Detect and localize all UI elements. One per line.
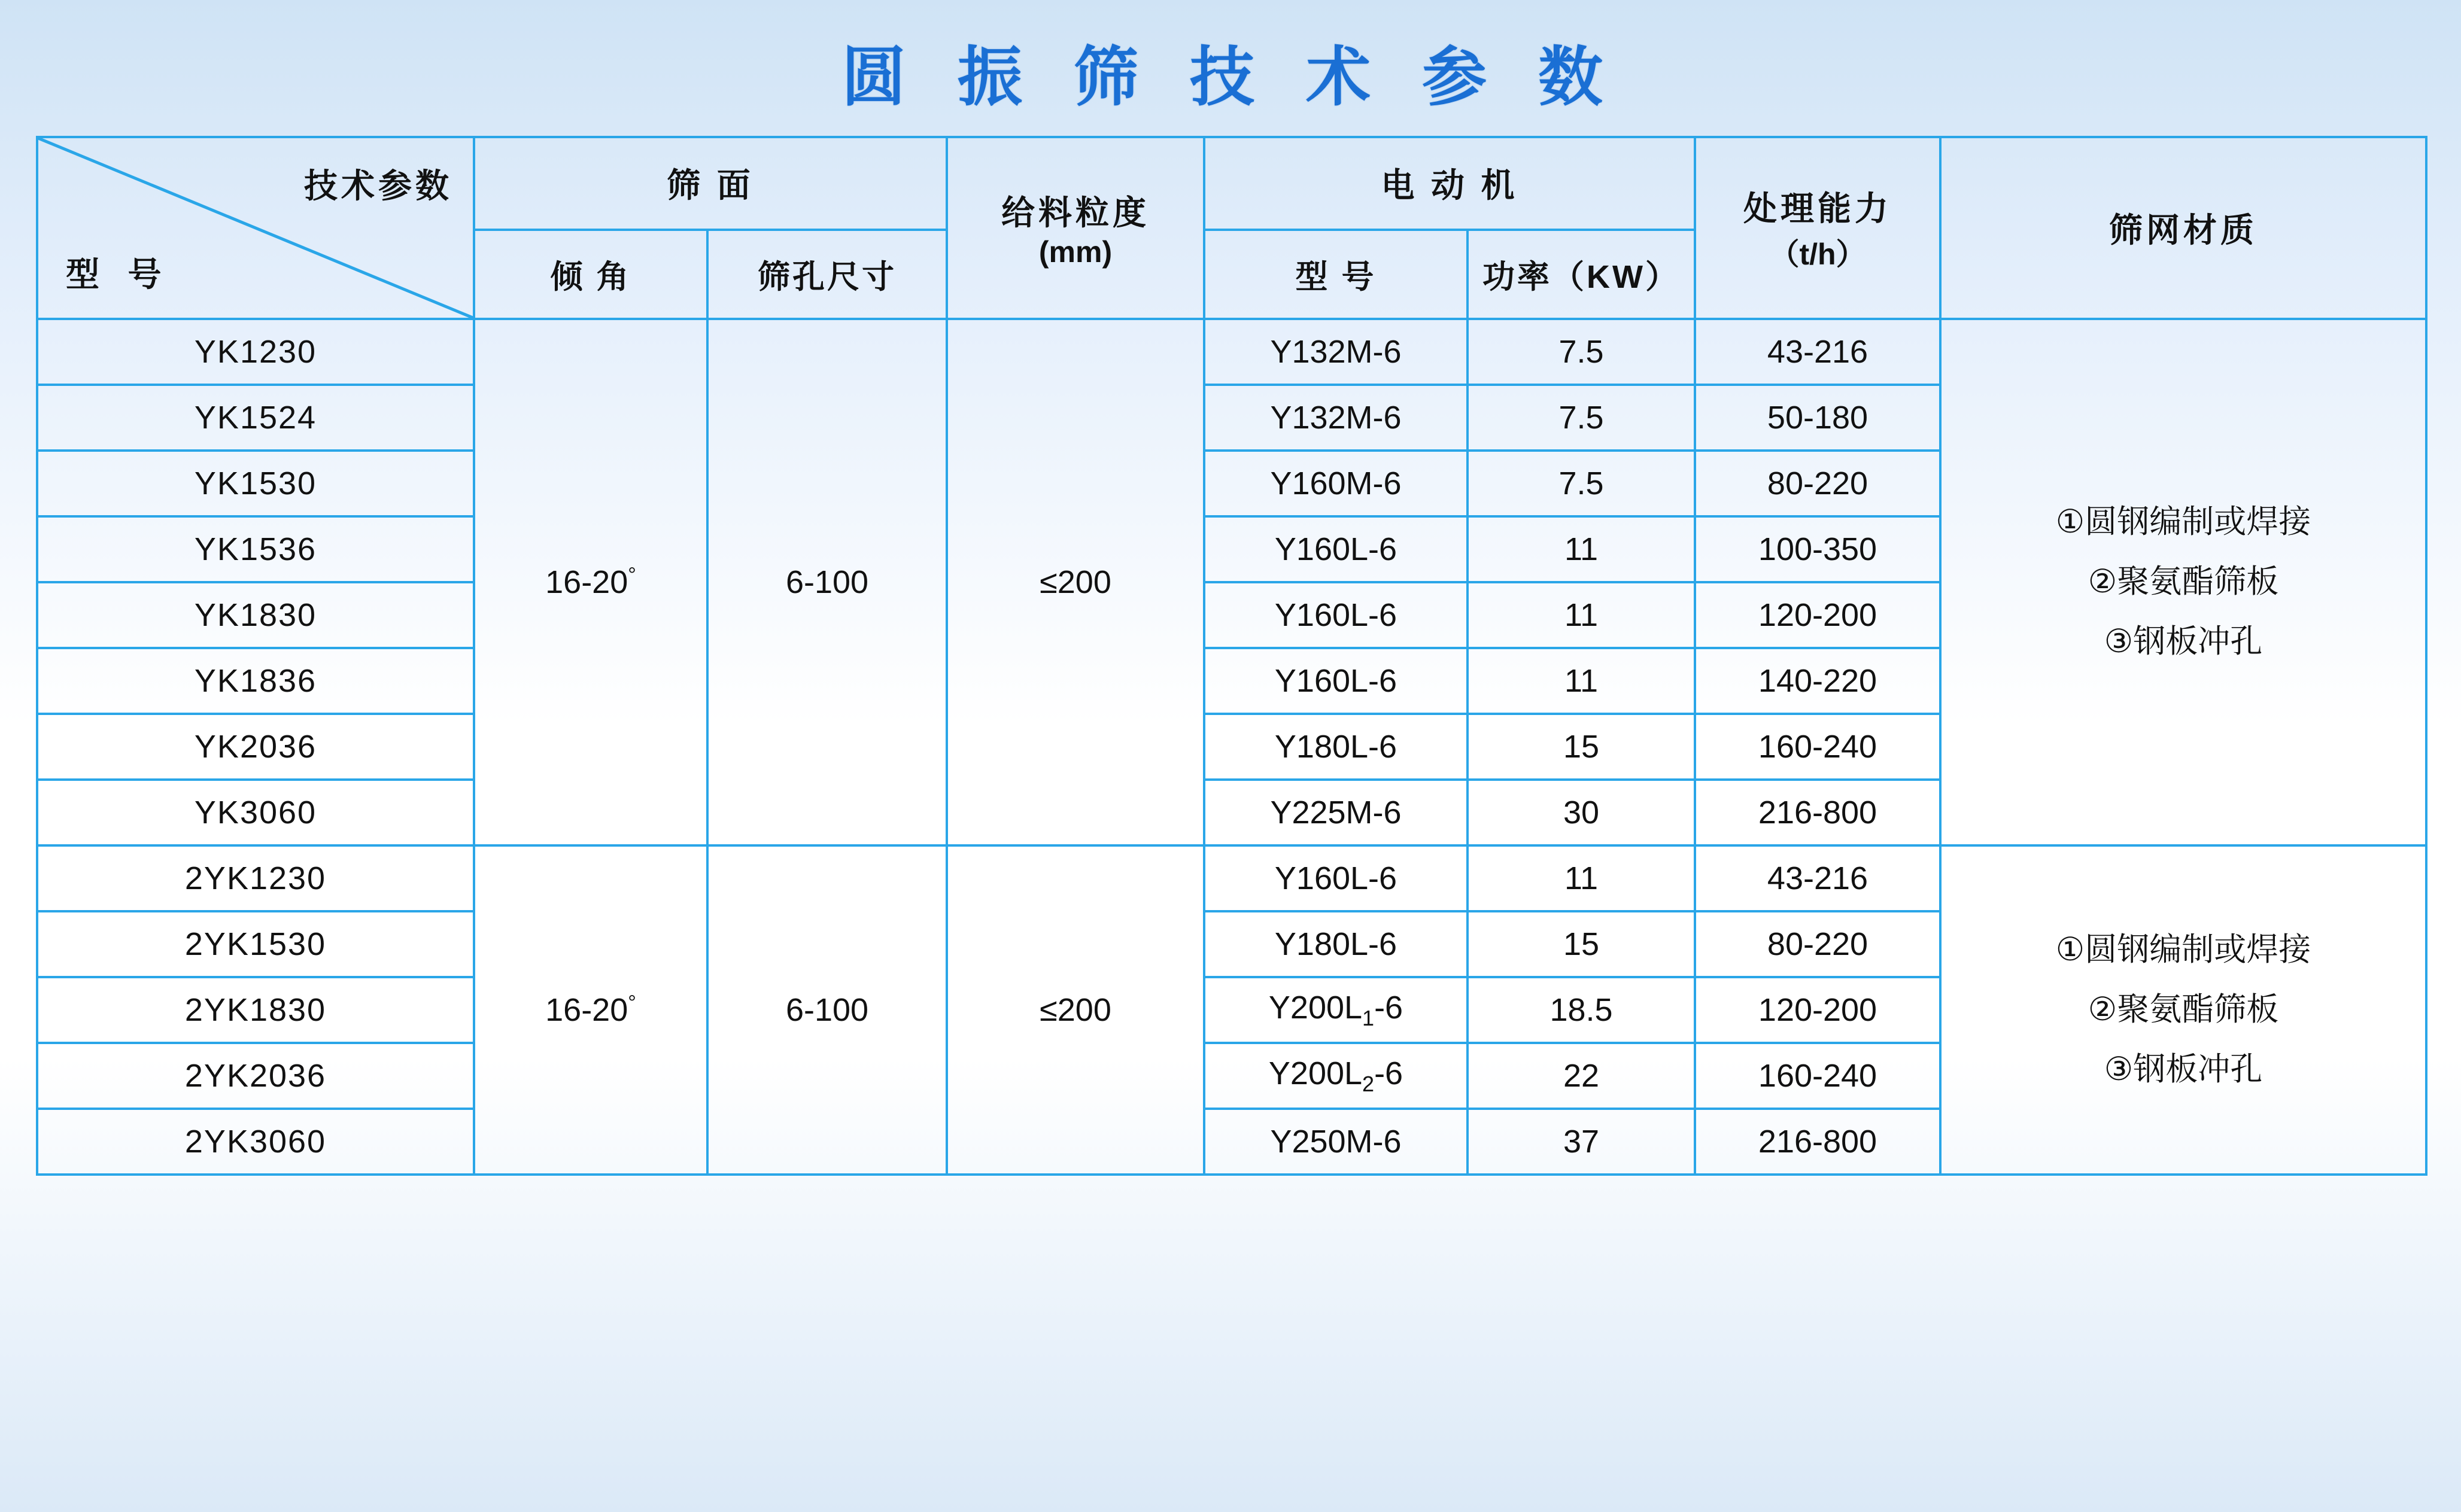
header-screen-surface: 筛 面 [474,137,947,230]
header-motor-model: 型 号 [1204,230,1468,319]
model-cell: YK3060 [37,780,474,845]
model-cell: 2YK1530 [37,911,474,977]
model-cell: YK1524 [37,385,474,451]
motor-power-cell: 7.5 [1468,451,1695,516]
model-cell: 2YK1830 [37,977,474,1043]
motor-model-cell: Y160L-6 [1204,648,1468,714]
capacity-cell: 50-180 [1695,385,1940,451]
capacity-cell: 120-200 [1695,582,1940,648]
motor-power-cell: 22 [1468,1043,1695,1109]
capacity-cell: 160-240 [1695,1043,1940,1109]
capacity-cell: 80-220 [1695,451,1940,516]
motor-power-cell: 15 [1468,911,1695,977]
capacity-cell: 43-216 [1695,319,1940,385]
capacity-cell: 216-800 [1695,1109,1940,1175]
model-cell: 2YK2036 [37,1043,474,1109]
motor-model-cell: Y180L-6 [1204,714,1468,780]
motor-model-cell: Y180L-6 [1204,911,1468,977]
header-motor-power: 功率（KW） [1468,230,1695,319]
aperture-cell-group1: 6-100 [707,319,947,845]
model-cell: YK1830 [37,582,474,648]
motor-power-cell: 15 [1468,714,1695,780]
material-item-1: ①圆钢编制或焊接 [2055,504,2311,540]
material-item-3: ③钢板冲孔 [2104,623,2263,659]
specifications-table [36,136,2427,1176]
motor-power-cell: 11 [1468,516,1695,582]
capacity-cell: 80-220 [1695,911,1940,977]
header-model: 型 号 [66,255,171,293]
motor-model-cell: Y160L-6 [1204,845,1468,911]
motor-model-cell: Y160L-6 [1204,582,1468,648]
capacity-cell: 43-216 [1695,845,1940,911]
capacity-cell: 160-240 [1695,714,1940,780]
model-cell: YK2036 [37,714,474,780]
header-technical-parameters: 技术参数 [304,167,452,205]
capacity-cell: 120-200 [1695,977,1940,1043]
table-row [37,845,2426,911]
material-item-2: ②聚氨酯筛板 [2088,564,2279,600]
motor-power-cell: 7.5 [1468,385,1695,451]
motor-model-cell: $Y200L_2-6$ [1204,1043,1468,1109]
aperture-cell-group2: 6-100 [707,845,947,1175]
motor-power-cell: 18.5 [1468,977,1695,1043]
incline-cell-group2: 16-20° [474,845,707,1175]
motor-power-cell: 11 [1468,648,1695,714]
model-cell: YK1530 [37,451,474,516]
motor-model-cell: $Y200L_1-6$ [1204,977,1468,1043]
incline-cell-group1: 16-20° [474,319,707,845]
mesh-material-cell-group1 [1940,319,2426,845]
header-motor: 电 动 机 [1204,137,1695,230]
motor-model-cell: Y132M-6 [1204,319,1468,385]
feed-size-cell-group1: ≤200 [947,319,1204,845]
header-feed-size: 给料粒度 (mm) [947,137,1204,319]
model-cell: YK1536 [37,516,474,582]
motor-model-cell: Y225M-6 [1204,780,1468,845]
model-cell: YK1836 [37,648,474,714]
motor-power-cell: 7.5 [1468,319,1695,385]
capacity-cell: 216-800 [1695,780,1940,845]
motor-power-cell: 30 [1468,780,1695,845]
motor-power-cell: 11 [1468,845,1695,911]
motor-model-cell: Y250M-6 [1204,1109,1468,1175]
motor-model-cell: Y160M-6 [1204,451,1468,516]
motor-power-cell: 37 [1468,1109,1695,1175]
material-item-1: ①圆钢编制或焊接 [2055,932,2311,968]
header-incline: 倾 角 [474,230,707,319]
capacity-cell: 100-350 [1695,516,1940,582]
header-aperture: 筛孔尺寸 [707,230,947,319]
model-cell: YK1230 [37,319,474,385]
motor-model-cell: Y132M-6 [1204,385,1468,451]
model-cell: 2YK1230 [37,845,474,911]
material-item-2: ②聚氨酯筛板 [2088,991,2279,1028]
feed-size-cell-group2: ≤200 [947,845,1204,1175]
header-capacity: 处理能力 （t/h） [1695,137,1940,319]
motor-power-cell: 11 [1468,582,1695,648]
table-header-row-1 [37,137,2426,230]
material-item-3: ③钢板冲孔 [2104,1051,2263,1087]
model-cell: 2YK3060 [37,1109,474,1175]
page-title: 圆 振 筛 技 术 参 数 [841,41,1620,113]
capacity-cell: 140-220 [1695,648,1940,714]
motor-model-cell: Y160L-6 [1204,516,1468,582]
header-corner-cell [37,137,474,319]
table-row [37,319,2426,385]
header-mesh-material: 筛网材质 [1940,137,2426,319]
mesh-material-cell-group2 [1940,845,2426,1175]
